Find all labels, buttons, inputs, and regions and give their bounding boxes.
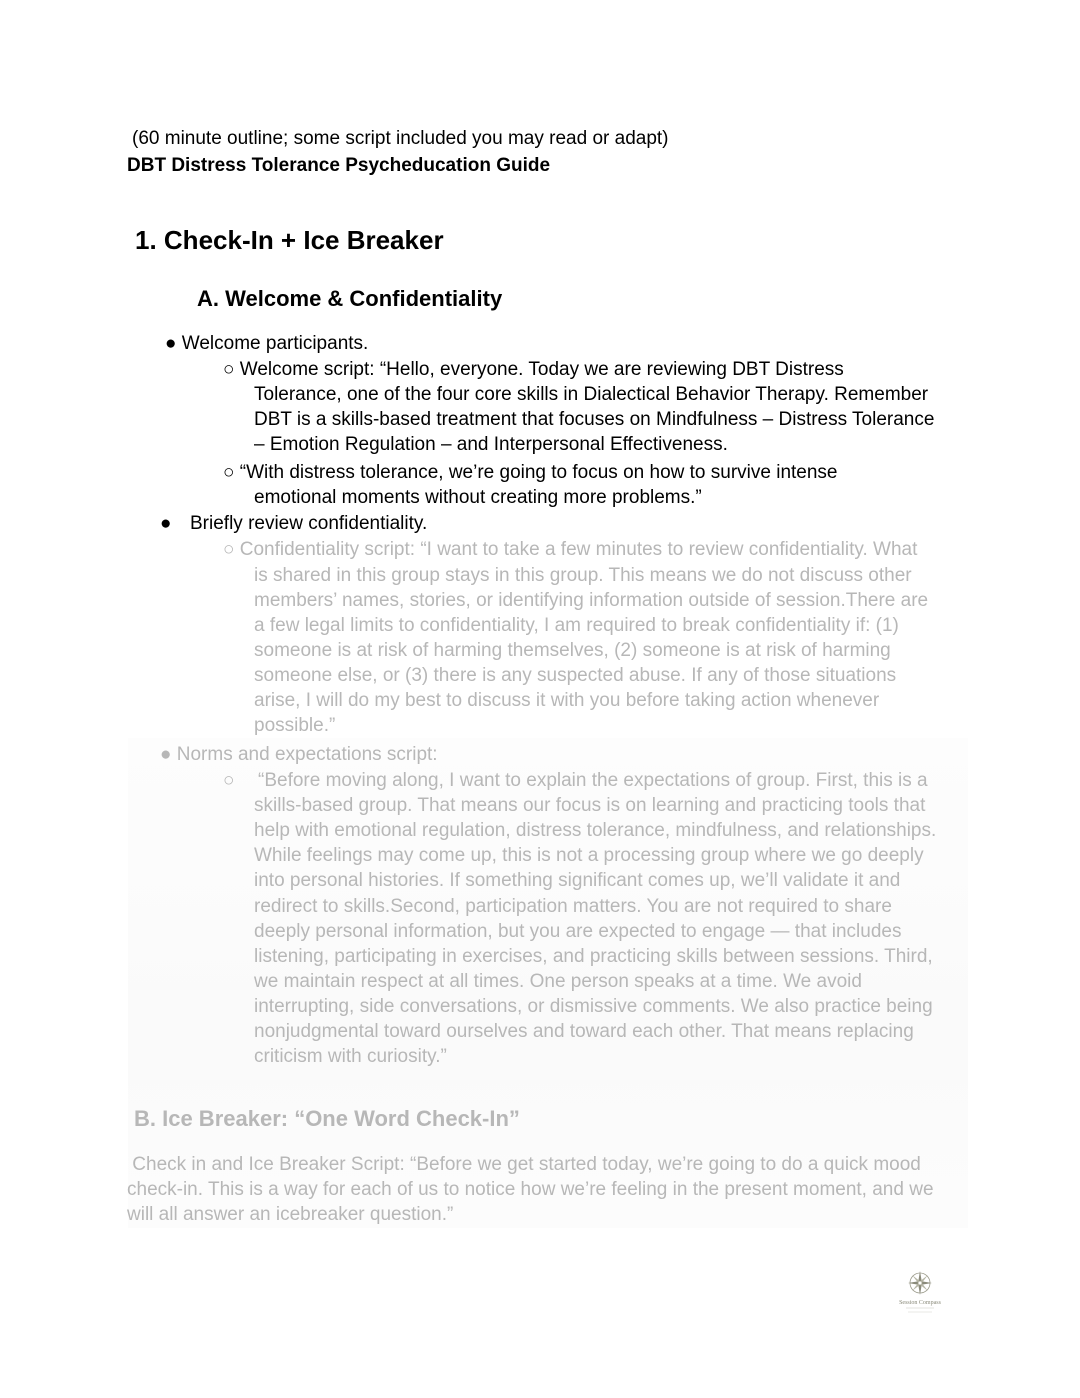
norms-script-line: listening, participating in exercises, and practicing skills between sessions. Third, [254,946,933,967]
norms-script-line: we maintain respect at all times. One person speaks at a time. We avoid [254,971,862,992]
document-title: DBT Distress Tolerance Psycheducation Guide [127,155,551,176]
welcome-script-line-3: DBT is a skills-based treatment that focuses on Mindfulness – Distress Tolerance [254,409,935,430]
norms-script-line: help with emotional regulation, distress tolerance, mindfulness, and relationships. [254,820,937,841]
ice-breaker-script-line: will all answer an icebreaker question.” [127,1204,454,1225]
norms-script-line: interrupting, side conversations, or dismissive comments. We also practice being [254,996,933,1017]
session-compass-logo [892,1266,948,1322]
welcome-script-line-1: ○ Welcome script: “Hello, everyone. Today we are reviewing DBT Distress [223,359,844,380]
norms-script-line: nonjudgmental toward ourselves and toward each other. That means replacing [254,1021,914,1042]
confidentiality-script-line: is shared in this group stays in this group. This means we do not discuss other [254,565,912,586]
norms-script-line: criticism with curiosity.” [254,1046,447,1067]
logo-wordmark: Session Compass [899,1300,941,1306]
confidentiality-script-line-1: ○ Confidentiality script: “I want to take a few minutes to review confidentiality. What [223,539,918,560]
confidentiality-script-line: someone else, or (3) there is any suspected abuse. If any of those situations [254,665,897,686]
section-heading-check-in: 1. Check-In + Ice Breaker [135,225,444,255]
bullet-review-confidentiality: Briefly review confidentiality. [190,513,428,534]
document-subtitle: (60 minute outline; some script included you may read or adapt) [132,128,669,149]
subsection-heading-ice-breaker: B. Ice Breaker: “One Word Check-In” [134,1106,520,1131]
compass-rose-icon [892,1266,948,1322]
bullet-norms-expectations: ● Norms and expectations script: [160,744,438,765]
confidentiality-script-line: someone is at risk of harming themselves, (2) someone is at risk of harming [254,640,891,661]
confidentiality-script-line: arise, I will do my best to discuss it with you before taking action whenever [254,690,880,711]
norms-script-line: While feelings may come up, this is not a processing group where we go deeply [254,845,924,866]
confidentiality-script-line: a few legal limits to confidentiality, I am required to break confidentiality if: (1) [254,615,899,636]
distress-script-line-2: emotional moments without creating more problems.” [254,487,702,508]
bullet-marker-confidentiality: ● [160,513,172,534]
subsection-heading-welcome: A. Welcome & Confidentiality [197,286,503,311]
norms-bullet-marker: ○ [223,770,235,791]
ice-breaker-script-line: Check in and Ice Breaker Script: “Before we get started today, we’re going to do a quick mood [127,1154,921,1175]
norms-script-line-1: “Before moving along, I want to explain the expectations of group. First, this is a [258,770,928,791]
bullet-welcome-participants: ● Welcome participants. [165,333,369,354]
confidentiality-script-line: members’ names, stories, or identifying information outside of session.There are [254,590,929,611]
norms-script-line: redirect to skills.Second, participation matters. You are not required to share [254,896,892,917]
distress-script-line-1: ○ “With distress tolerance, we’re going to focus on how to survive intense [223,462,838,483]
norms-script-line: deeply personal information, but you are expected to engage — that includes [254,921,902,942]
norms-script-line: into personal histories. If something significant comes up, we’ll validate it and [254,870,901,891]
confidentiality-script-line: possible.” [254,715,336,736]
norms-script-line: skills-based group. That means our focus is on learning and practicing tools that [254,795,926,816]
welcome-script-line-4: – Emotion Regulation – and Interpersonal Effectiveness. [254,434,728,455]
welcome-script-line-2: Tolerance, one of the four core skills in Dialectical Behavior Therapy. Remember [254,384,929,405]
ice-breaker-script-line: check-in. This is a way for each of us to notice how we’re feeling in the present moment, and we [127,1179,934,1200]
